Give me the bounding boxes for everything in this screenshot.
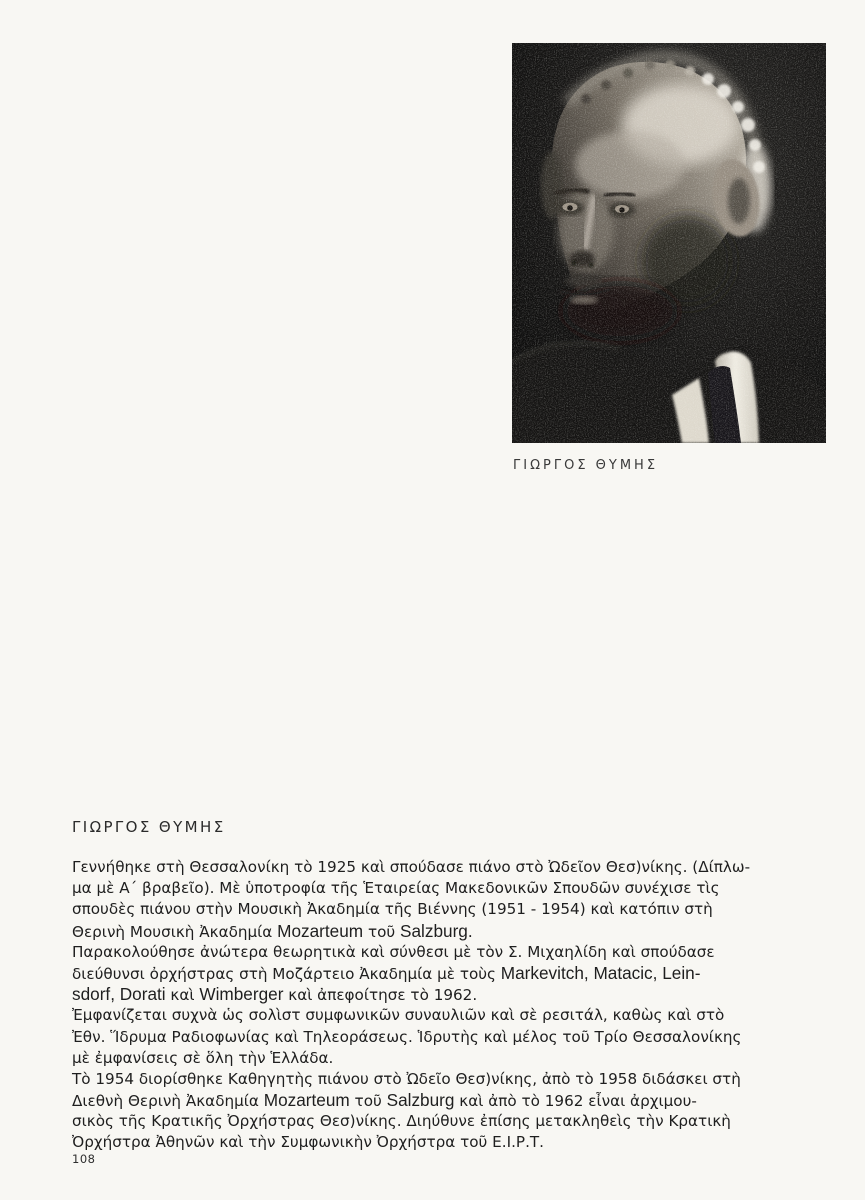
text-line: Παρακολούθησε ἀνώτερα θεωρητικὰ καὶ σύνθεσι μὲ τὸν Σ. Μιχαηλίδη καὶ σπούδασε: [72, 942, 715, 961]
text-line: σικὸς τῆς Κρατικῆς Ὀρχήστρας Θεσ)νίκης. Διηύθυνε ἐπίσης μετακληθεὶς τὴν Κρατικὴ: [72, 1112, 731, 1131]
article-body: [72, 857, 802, 1154]
page-number: 108: [72, 1152, 96, 1166]
text-line: μὲ ἐμφανίσεις σὲ ὅλη τὴν Ἑλλάδα.: [72, 1048, 334, 1067]
text-line: Ἐμφανίζεται συχνὰ ὡς σολὶστ συμφωνικῶν συναυλιῶν καὶ σὲ ρεσιτάλ, καθὼς καὶ στὸ: [72, 1006, 725, 1025]
text-line: Θερινὴ Μουσικὴ Ἀκαδημία Mozarteum τοῦ Salzburg.: [72, 920, 473, 941]
text-line: Ὀρχήστρα Ἀθηνῶν καὶ τὴν Συμφωνικὴν Ὀρχήστρα τοῦ Ε.Ι.Ρ.Τ.: [72, 1133, 544, 1152]
photo-caption: ΓΙΩΡΓΟΣ ΘΥΜΗΣ: [513, 458, 659, 473]
paragraph: [72, 1005, 802, 1069]
paragraph: [72, 857, 802, 942]
article-heading: ΓΙΩΡΓΟΣ ΘΥΜΗΣ: [72, 818, 226, 836]
text-line: σπουδὲς πιάνου στὴν Μουσικὴ Ἀκαδημία τῆς Βιέννης (1951 - 1954) καὶ κατόπιν στὴ: [72, 900, 713, 919]
text-line: διεύθυνσι ὀρχήστρας στὴ Μοζάρτειο Ἀκαδημία μὲ τοὺς Markevitch, Matacic, Lein-: [72, 962, 701, 983]
text-line: μα μὲ Α΄ βραβεῖο). Μὲ ὑποτροφία τῆς Ἑταιρείας Μακεδονικῶν Σπουδῶν συνέχισε τὶς: [72, 879, 720, 898]
text-line: Γεννήθηκε στὴ Θεσσαλονίκη τὸ 1925 καὶ σπούδασε πιάνο στὸ Ὠδεῖον Θεσ)νίκης. (Δίπλω-: [72, 858, 751, 876]
paragraph: [72, 942, 802, 1006]
portrait-photo-art: [512, 43, 826, 443]
photo-grain: [512, 43, 826, 443]
text-line: Τὸ 1954 διορίσθηκε Καθηγητὴς πιάνου στὸ Ὠδεῖο Θεσ)νίκης, ἀπὸ τὸ 1958 διδάσκει στὴ: [72, 1069, 741, 1088]
text-line: Διεθνὴ Θερινὴ Ἀκαδημία Mozarteum τοῦ Salzburg καὶ ἀπὸ τὸ 1962 εἶναι ἀρχιμου-: [72, 1090, 697, 1111]
text-line: sdorf, Dorati καὶ Wimberger καὶ ἀπεφοίτησε τὸ 1962.: [72, 984, 478, 1005]
paragraph: [72, 1069, 802, 1154]
text-line: Ἐθν. Ἵδρυμα Ραδιοφωνίας καὶ Τηλεοράσεως. Ἱδρυτὴς καὶ μέλος τοῦ Τρίο Θεσσαλονίκης: [72, 1027, 742, 1046]
portrait-photo: [512, 43, 826, 443]
